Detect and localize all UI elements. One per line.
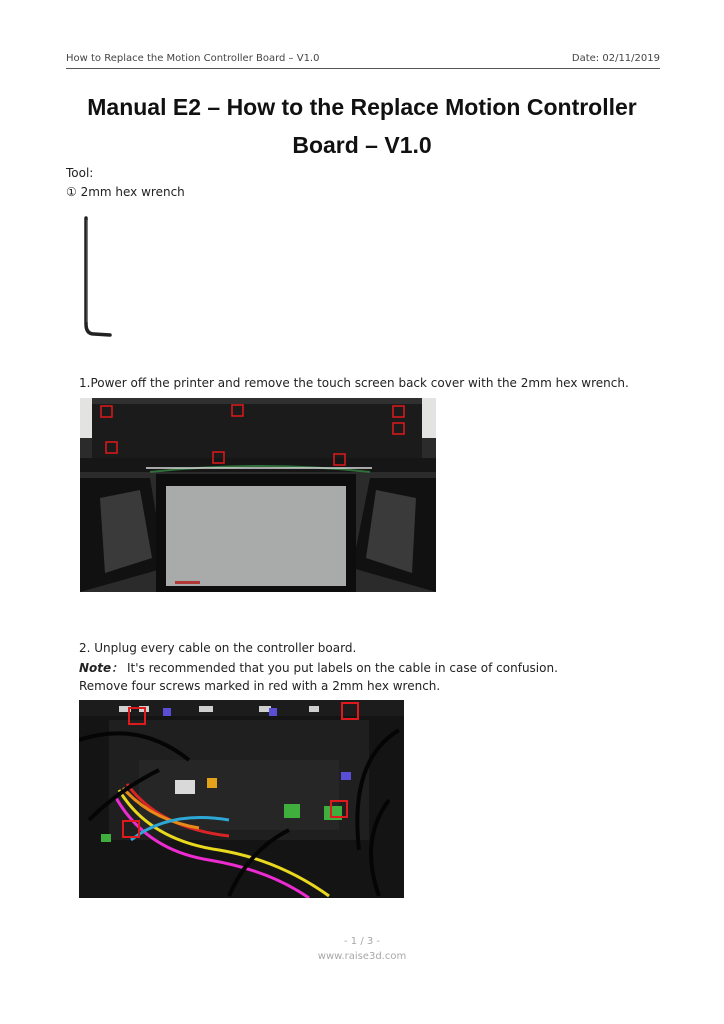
page-header <box>66 52 660 69</box>
header-date: Date: 02/11/2019 <box>571 53 660 64</box>
tool-item-hex-wrench: ① 2mm hex wrench <box>66 185 185 199</box>
controller-board-photo <box>79 700 404 898</box>
touch-screen-photo-drawing <box>80 398 436 592</box>
back-cover-plate <box>92 398 422 468</box>
step-2-instruction: Remove four screws marked in red with a 2mm hex wrench. <box>79 679 441 693</box>
controller-board-photo-drawing <box>79 700 404 898</box>
page-title <box>40 88 684 164</box>
header-doc-title: How to Replace the Motion Controller Board – V1.0 <box>66 53 320 64</box>
tools-label: Tool: <box>66 166 94 180</box>
title-line-2: Board – V1.0 <box>292 132 432 158</box>
hex-wrench-image <box>78 214 118 342</box>
step-1-text: 1.Power off the printer and remove the touch screen back cover with the 2mm hex wrench. <box>79 376 629 390</box>
note-text: It's recommended that you put labels on the cable in case of confusion. <box>127 661 558 675</box>
title-line-1: Manual E2 – How to the Replace Motion Controller <box>87 94 637 120</box>
note-label: Note： <box>79 661 124 675</box>
page-number: - 1 / 3 - <box>343 936 381 947</box>
footer-website: www.raise3d.com <box>317 951 407 962</box>
touch-screen-back-cover-photo <box>80 398 436 592</box>
step-2-note <box>79 659 558 676</box>
step-2-text: 2. Unplug every cable on the controller board. <box>79 641 357 655</box>
